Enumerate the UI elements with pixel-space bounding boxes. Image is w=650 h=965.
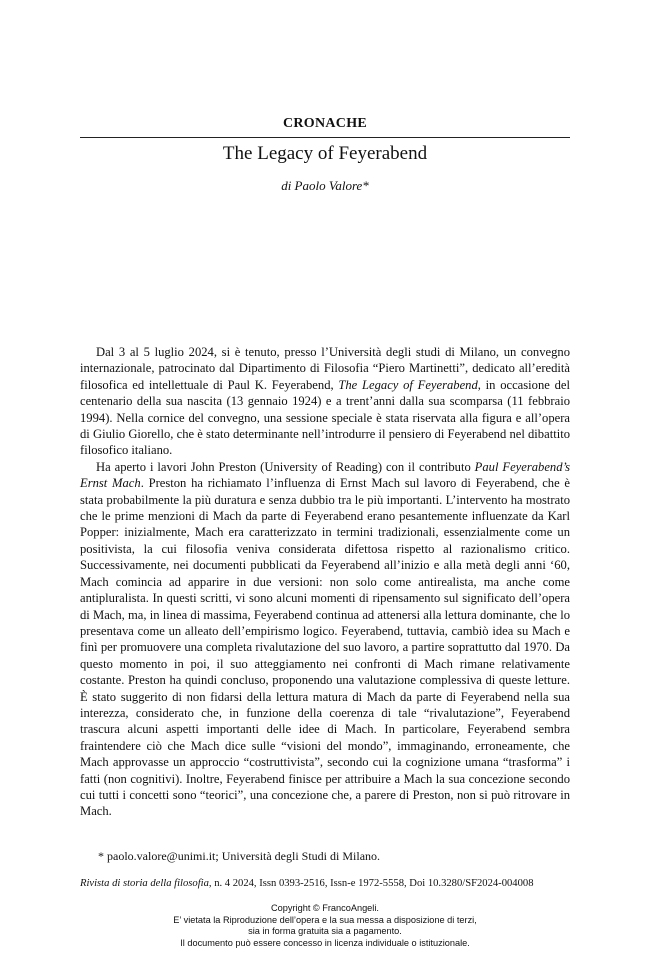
paragraph-1 bbox=[80, 344, 570, 459]
article-body bbox=[80, 344, 570, 820]
paragraph-2 bbox=[80, 459, 570, 820]
copyright-line: E’ vietata la Riproduzione dell’opera e la sua messa a disposizione di terzi, bbox=[173, 914, 477, 925]
italic-text-run: Paul Feyerabend’s Ernst Mach bbox=[80, 459, 570, 491]
text-run: , in occasione del centenario della sua nascita (13 gennaio 1924) e a trent’anni dalla sua scomparsa (11 febbraio 1994). Nella cornice del convegno, una sessione speciale è stata riservata alla figura e all’opera di Giulio Giorello, che è stato determinante nell’introdurre il pensiero di Feyerabend nel dibattito filosofico italiano. bbox=[80, 377, 570, 458]
author-byline: di Paolo Valore* bbox=[281, 178, 369, 193]
text-run: . Preston ha richiamato l’influenza di Ernst Mach sul lavoro di Feyerabend, che è stata probabilmente la più duratura e senza dubbio tra le più importanti. L’intervento ha mostrato che le prime menzioni di Mach da parte di Feyerabend erano pesantemente influenzate da Karl Popper: inizialmente, Mach era caratterizzato in termini tradizionali, essenzialmente come un positivista, la cui filosofia veniva considerata difettosa rispetto al razionalismo critico. Successivamente, nei documenti pubblicati da Feyerabend all’inizio e alla metà degli anni ‘60, Mach comincia ad apparire in due versioni: non solo come antirealista, ma anche come antipluralista. In questi scritti, vi sono alcuni momenti di ripensamento sul significato dell’opera di Mach, ma, in linea di massima, Feyerabend continua ad attenersi alla lettura dominante, che lo presentava come un alleato dell’empirismo logico. Feyerabend, tuttavia, cambiò idea su Mach e finì per promuovere una completa rivalutazione del suo lavoro, a partire soprattutto dal 1970. Da questo momento in poi, il suo atteggiamento nei confronti di Mach rimane relativamente costante. Preston ha quindi concluso, proponendo una valutazione complessiva di queste letture. È stato suggerito di non fidarsi della lettura matura di Mach da parte di Feyerabend nella sua interezza, considerato che, in funzione della coerenza di tale “rivalutazione”, Feyerabend trascura alcuni aspetti importanti delle idee di Mach. In particolare, Feyerabend sembra fraintendere ciò che Mach dice sulle “visioni del mondo”, immaginando, erroneamente, che Mach approvasse un approccio “costruttivista”, secondo cui la cognizione umana “trasforma” i fatti (non cognitivi). Inoltre, Feyerabend finisce per attribuire a Mach la sua concezione secondo cui tutti i concetti sono “teorici”, una concezione che, a parere di Preston, non si può ritrovare in Mach. bbox=[80, 476, 570, 819]
author-footnote: * paolo.valore@unimi.it; Università degli Studi di Milano. bbox=[98, 849, 381, 863]
journal-name: Rivista di storia della filosofia bbox=[80, 878, 209, 889]
heading-rule bbox=[80, 137, 570, 138]
journal-citation bbox=[80, 878, 570, 889]
text-run: Dal 3 al 5 luglio 2024, si è tenuto, presso l’Università degli studi di Milano, un convegno internazionale, patrocinato dal Dipartimento di Filosofia “Piero Martinetti”, dedicato all’eredità filosofica ed intellettuale di Paul K. Feyerabend, bbox=[80, 345, 570, 392]
italic-text-run: The Legacy of Feyerabend bbox=[338, 377, 478, 392]
article-title: The Legacy of Feyerabend bbox=[222, 143, 428, 164]
citation-details: , n. 4 2024, Issn 0393-2516, Issn-e 1972-5558, Doi 10.3280/SF2024-004008 bbox=[208, 878, 534, 889]
copyright-line: sia in forma gratuita sia a pagamento. bbox=[248, 926, 402, 937]
copyright-line: Il documento può essere concesso in licenza individuale o istituzionale. bbox=[180, 937, 470, 948]
section-heading: CRONACHE bbox=[282, 116, 368, 131]
text-run: Ha aperto i lavori John Preston (University of Reading) con il contributo bbox=[96, 459, 475, 474]
copyright-notice bbox=[0, 903, 650, 949]
copyright-line: Copyright © FrancoAngeli. bbox=[271, 903, 379, 913]
